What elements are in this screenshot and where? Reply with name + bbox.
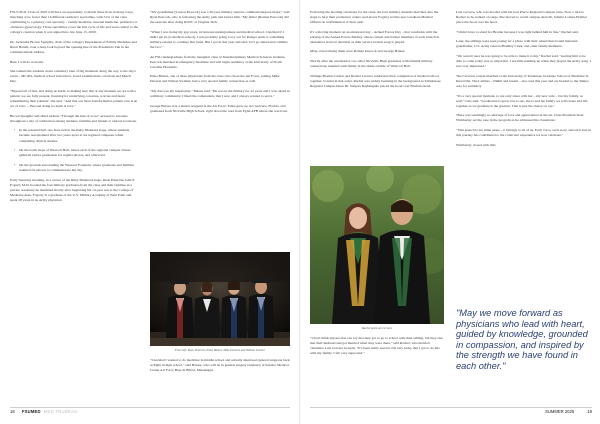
pull-quote: "May we move forward as physicians who lead with heart, guided by knowledge, grounded in compassion, and inspired by the strength we have found in each other.": [456, 308, 588, 371]
paragraph: Early Saturday morning, in a corner of the Ruby Diamond stage, Dean Emeritus John P. Fogarty M.D. hooded the four military graduates from the class and their families in a private ceremony he instituted shortly after beginning his 14-year run as the College of Medicine dean. Fogarty is a graduate of the U.S. Military Academy at West Point and spent 28 years in an Army physician: [10, 177, 135, 202]
left-column-2: [150, 10, 290, 118]
left-footer: [10, 408, 290, 416]
paragraph: FSU's M.D. Class of 2025 will have an opportunity to match these lives in many ways, matching at no fewer than 16 different residency specialties, with 51% of the class committing to a primary care specialty – family medicine, internal medicine, pediatrics or obstetrics-gynecology. Those specialties cover the full cycle of life and were central to the college's creation when it was signed into law June 15, 2000.: [10, 10, 138, 35]
photo-caption: Rachel and Luis Cervera: [361, 326, 393, 330]
page-number: 19: [587, 409, 592, 414]
page-number: 18: [10, 409, 15, 414]
bullet-item: • On the north steps of Westcott Hall, where each of the regional campus classes gathered before graduation for regalia photos; and afterward.: [14, 148, 138, 158]
paragraph: Wimberley closed with this:: [456, 142, 496, 147]
paragraph: Erika Balaez, one of three physicians from the class who chose the Air Force, joining Mike Daveria and Nathan Swisher, had a very special family connection as well.: [150, 74, 280, 84]
issue-label: SUMMER 2025: [545, 409, 575, 414]
paragraph: "I don't think anyone else can say that they got to go to school with their sibling, but they also met their husband and got married when they were there," said Rachel, who married classmate Luis Cervera in April. "It's been really special. I'm very lucky that I got to do this with my family. I felt very supported.": [310, 336, 444, 356]
magazine-brand-suffix: MED TRUDEAU: [43, 409, 78, 414]
paragraph: Shortly after the ceremonial, two other Niceville High graduates with familial military connections reunited with family in the shade outside of Westcott Hall.: [310, 59, 433, 69]
right-footer: [310, 408, 592, 416]
paragraph: The Cerveras couple matched at the University of Tennessee Graduate School of Medicine in Knoxville. The Lambas – Nikhil and Janani – also wed this year and are headed to the Tampa area for residency.: [456, 73, 589, 88]
couple-photo-image: [310, 166, 444, 324]
paragraph: George Balaez was a master sergeant in the Air Force. Erika grew up in Crestview, Florida, and graduated from Niceville High School, right down the road from Eglin AFB where she was born.: [150, 103, 288, 113]
paragraph: "When I was doing my gap years, in between undergraduate and medical school, I decided if I didn't get in [to medical school], I was probably going to try out for Ranger team or something military-related to continue that trend. But I got in that year and said, 'let's go ahead and combine the two.'": [150, 29, 288, 49]
paragraph: "I decided I wanted to do medicine in middle school and actually shadowed general surgeons back at Eglin in high school," said Balaez, who will be in general surgery residency at Keesler Medical Center Air Force Base in Biloxi, Mississippi.: [150, 358, 290, 373]
paragraph: Mary-creed among them were Roman Peacock and George Balaez.: [310, 49, 406, 54]
right-page: [300, 0, 600, 424]
paragraph: "My dad was my inspiration," Balaez said. "He was in the military for 22 years and I was raised in a military community. I liked the camaraderie that I saw, and I always wanted to serve.": [150, 88, 290, 98]
paragraph: Following the hooding ceremony for the class, the four military students marched onto the stage to hear their promotion orders read aloud. Fogarty led the new Graduate Medical Officers in reaffirmation of their oath.: [310, 10, 439, 25]
paragraph: Luis Cervera, who was hooded with his four Pierce Regional Campus class. Now a turn to Rachel as he walked on stage. She moved to watch campus dean Dr. Juliette Lomax-Homier place the hood over his head.: [456, 10, 587, 25]
paragraph: "We weren't sure he was going to be able to make it today," Rachel said. "Getting him to be able to come today was so important. I see him standing up when they played the Army song, I was very impressed.": [456, 54, 591, 69]
paragraph: "My grandfather [Carson Peacock] was a 26-year military veteran, command surgeon major," said Ryan Peacock, who is following the Army path laid before him. "My father [Roman Peacock] did the exercise after doing ROTC at Virginia Tech.: [150, 10, 290, 25]
photo-caption: From left: Ryan Peacock, Erika Balaez, Mike Daveria and Nathan Swisher: [174, 348, 266, 352]
left-column-2-continued: [150, 358, 290, 378]
paragraph: She walked the students down a memory lane of big moments along the way to the day's event – MCATs, medical school interviews, board examinations, rotations and Match Day.: [10, 69, 136, 84]
group-photo-image: [150, 252, 290, 346]
bullet-item: • On the grounds surrounding the Westcott Fountain, where graduates and families reunited for photos to commemorate the day.: [14, 163, 138, 173]
paragraph: "It's a very special moment, to not only share with her – my new wife – but my family, as well," Luis said. "Graduation is great, but to see, she is and the family we will create and life together as we graduate is the greatest. That is just the cherry on top.": [456, 93, 588, 108]
paragraph: "That speech is not mine alone – it belongs to all of us. Each voice, each story, and each step in this journey has contributed to the collective experience we now celebrate.": [456, 127, 592, 137]
paragraph: Brown Speights' self-titled address "Through the lens of Love" stressed to resonate throughout a day of celebration among students, families and friends at various locations.: [10, 113, 137, 123]
military-graduates-photo: [150, 252, 290, 346]
left-column-1: [10, 10, 138, 207]
magazine-brand: FSUMED: [21, 409, 41, 414]
right-column-1: [310, 10, 444, 94]
paragraph: There was seemingly no shortage of love and appreciation in the air. Class President Sean Wimberley set the tone in the program as he addressed his classmates:: [456, 113, 584, 123]
right-column-2: [456, 10, 592, 152]
paragraph: Later, the siblings were seen posing for a photo with their wheelchair-bound maternal grandfather, U.S. Army veteran Bramley Clark, and other family members.: [456, 39, 578, 49]
paragraph: Dr. Jordonika Brown Speights, chair of the college's Department of Family Medicine and Rural Health, took a deep look beyond the opening line of the President's Zeh in her commencement address.: [10, 39, 137, 54]
right-column-1-continued: [310, 336, 444, 361]
paragraph: Best, I will do no harm.: [10, 59, 44, 64]
bullet-item: • In the rebound hall, one floor below the Ruby Diamond stage, where students became reacquainted after two years apart at six regional campuses while completing clinical studies.: [14, 128, 138, 143]
paragraph: "I didn't have to stand for Bradan because I was right behind him in line," Rachel said.: [456, 29, 579, 34]
paragraph: "Beyond all of that, and doing no harm, is making sure that at any moment we are with a patient, we are fully present, listening for underlying concerns, worries and fears; remembering their patients" she said. "And that our most transformative patient care is an act of love. ... Beyond doing no harm is love.": [10, 88, 138, 109]
paragraph: Siblings Bradan Carbon and Rachel Cervera celebrated their completion of medical school together, bonded in that order. Rachel was widely beaming in the background as Tallahassee Regional Campus Dean Dr. Sanjeev Rajhangiale placed the hood over Bradan's head.: [310, 73, 441, 88]
paragraph: It's a moving moment on an emotional day – Armed Forces Day – that concludes with the playing of the Armed Forces Medley, where current and former members of each branch in attendance stand at attention as their service branch song is played.: [310, 29, 440, 44]
paragraph: An FSU undergraduate from the inaugural class of Interdisciplinary Medical Sciences students, Peacock matched in emergency medicine and will begin residency at the University of North Carolina Hospitals.: [150, 54, 286, 69]
bullet-list: [14, 128, 138, 173]
rachel-luis-photo: [310, 166, 444, 324]
